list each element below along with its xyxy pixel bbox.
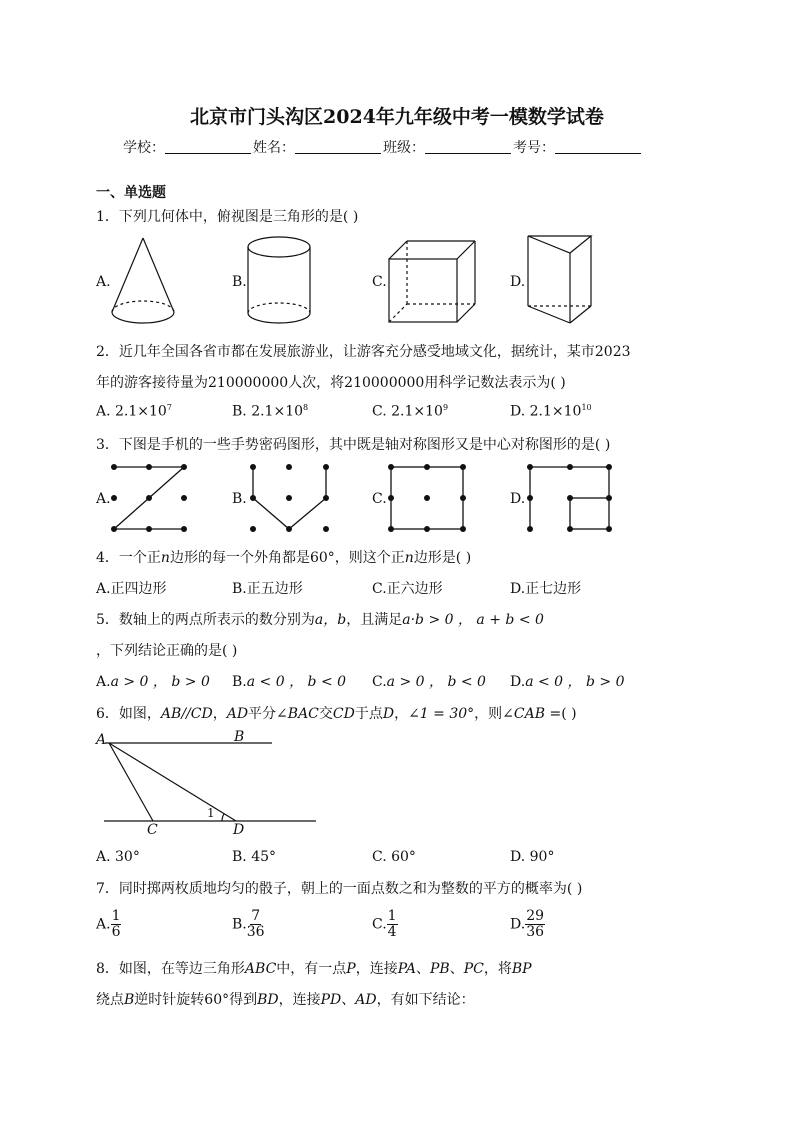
- option-label: D.: [510, 403, 526, 420]
- option-expr: a < 0 ， b > 0: [525, 674, 625, 690]
- fraction: [387, 909, 398, 940]
- q8-text: 、: [341, 992, 356, 1008]
- numerator: 1: [111, 908, 121, 924]
- option-exponent: 7: [166, 403, 172, 412]
- q3-option-d[interactable]: D.: [510, 491, 526, 507]
- q8-text: 中，有一点: [276, 961, 347, 977]
- option-label: D.: [510, 674, 526, 690]
- q8-math: PB: [429, 961, 450, 977]
- option-label: B.: [232, 916, 247, 933]
- q6-option-d[interactable]: D. 90°: [510, 849, 555, 865]
- denominator: 4: [387, 924, 397, 940]
- q6-text: ，: [394, 706, 409, 722]
- q1-stem: 1．下列几何体中，俯视图是三角形的是( ): [96, 209, 359, 225]
- q8-text: ，将: [483, 961, 512, 977]
- option-label: C.: [372, 403, 387, 420]
- section-heading: 一、单选题: [96, 185, 166, 201]
- q6-angle-label: 1: [207, 806, 215, 820]
- option-label: A.: [96, 674, 111, 690]
- q1-option-d[interactable]: D.: [510, 274, 526, 290]
- q6-text: ，则: [474, 706, 503, 722]
- q6-math: D: [382, 706, 395, 722]
- q6-text: 平分: [248, 706, 277, 722]
- option-label: A.: [96, 916, 111, 933]
- q6-point-b: B: [234, 729, 245, 745]
- fraction: [111, 909, 122, 940]
- q8-math: PC: [463, 961, 484, 977]
- q5-vars: a，b: [314, 612, 347, 628]
- q6-math: AD: [226, 706, 249, 722]
- fraction: [525, 909, 545, 940]
- denominator: 6: [111, 924, 121, 940]
- numerator: 1: [387, 908, 397, 924]
- option-exponent: 8: [303, 403, 309, 412]
- q4-text: 4．一个正: [96, 550, 161, 566]
- q3-option-c[interactable]: C.: [372, 491, 387, 507]
- q6-math: ∠CAB =: [502, 706, 562, 722]
- q6-math: ∠BAC: [276, 706, 319, 722]
- q6-text: 于点: [354, 706, 383, 722]
- q8-math: ABC: [244, 961, 277, 977]
- q5-text: 5．数轴上的两点所表示的数分别为: [96, 612, 315, 628]
- q4-option-d[interactable]: D.正七边形: [510, 581, 582, 597]
- denominator: 36: [246, 924, 265, 940]
- q6-point-c: C: [147, 822, 158, 838]
- q6-point-a: A: [96, 732, 107, 748]
- q8-text: 绕点: [96, 992, 124, 1008]
- option-base: 2.1×10: [391, 403, 443, 420]
- school-label: 学校：: [123, 140, 165, 156]
- option-base: 2.1×10: [115, 403, 167, 420]
- q1-option-b[interactable]: B.: [232, 274, 247, 290]
- q6-math: CD: [332, 706, 355, 722]
- option-label: C.: [372, 916, 387, 933]
- q5-condition: a·b > 0 ， a + b < 0: [402, 612, 544, 628]
- q3-option-a[interactable]: A.: [96, 491, 111, 507]
- q7-option-c[interactable]: [372, 909, 398, 940]
- numerator: 7: [251, 908, 261, 924]
- option-label: D.: [510, 916, 526, 933]
- option-base: 2.1×10: [529, 403, 582, 420]
- option-label: C.: [372, 674, 387, 690]
- q7-option-b[interactable]: [232, 909, 265, 940]
- option-exponent: 9: [442, 403, 449, 412]
- q8-math: BD: [257, 992, 279, 1008]
- option-expr: a > 0 ， b > 0: [110, 674, 210, 690]
- q6-text: ( ): [561, 706, 577, 722]
- q8-math: PA: [397, 961, 416, 977]
- q6-math: ∠1 = 30°: [408, 706, 475, 722]
- q3-option-b[interactable]: B.: [232, 491, 247, 507]
- q8-text: ，连接: [355, 961, 398, 977]
- q8-math: P: [346, 961, 356, 977]
- denominator: 36: [526, 924, 545, 940]
- q7-option-d[interactable]: [510, 909, 545, 940]
- q6-option-a[interactable]: A. 30°: [96, 849, 140, 865]
- q2-stem-line2: 年的游客接待量为210000000人次，将210000000用科学记数法表示为( ): [96, 375, 566, 391]
- q6-text: 6．如图，: [96, 706, 161, 722]
- option-label: B.: [232, 674, 247, 690]
- q1-option-a[interactable]: A.: [96, 274, 111, 290]
- q5-stem-line2: ，下列结论正确的是( ): [96, 643, 238, 659]
- q4-var: n: [160, 550, 170, 566]
- fraction: [247, 909, 265, 940]
- q5-text: ，且满足: [346, 612, 403, 628]
- q6-text: ，: [212, 706, 227, 722]
- q8-math: BP: [511, 961, 532, 977]
- q8-math: B: [124, 992, 135, 1008]
- option-expr: a < 0 ， b < 0: [246, 674, 347, 690]
- name-label: 姓名：: [253, 140, 295, 156]
- q3-stem: 3．下图是手机的一些手势密码图形，其中既是轴对称图形又是中心对称图形的是( ): [96, 437, 611, 453]
- q7-option-a[interactable]: [96, 909, 121, 940]
- q4-option-a[interactable]: A.正四边形: [96, 581, 167, 597]
- q6-option-b[interactable]: B. 45°: [232, 849, 277, 865]
- numerator: 29: [526, 908, 545, 924]
- q8-text: 逆时针旋转60°得到: [134, 992, 258, 1008]
- q4-option-b[interactable]: B.正五边形: [232, 581, 303, 597]
- q6-text: 交: [318, 706, 333, 722]
- option-base: 2.1×10: [251, 403, 304, 420]
- option-expr: a > 0 ， b < 0: [386, 674, 486, 690]
- q6-point-d: D: [233, 822, 245, 838]
- option-label: B.: [232, 403, 247, 420]
- q6-option-c[interactable]: C. 60°: [372, 849, 416, 865]
- q8-text: ，有如下结论：: [376, 992, 475, 1008]
- option-exponent: 10: [581, 403, 592, 412]
- q4-var: n: [404, 550, 414, 566]
- q8-text: 8．如图，在等边三角形: [96, 961, 245, 977]
- q8-math: AD: [355, 992, 377, 1008]
- q4-text: 边形的每一个外角都是60°，则这个正: [169, 550, 405, 566]
- q8-math: PD: [320, 992, 342, 1008]
- page-title: 北京市门头沟区2024年九年级中考一模数学试卷: [190, 106, 604, 128]
- q7-stem: 7．同时掷两枚质地均匀的骰子，朝上的一面点数之和为整数的平方的概率为( ): [96, 881, 583, 897]
- q8-stem-line2: [96, 989, 475, 1009]
- q8-stem-line1: [96, 958, 532, 978]
- q6-math: AB//CD: [160, 706, 213, 722]
- class-label: 班级：: [383, 140, 425, 156]
- q8-text: ，连接: [278, 992, 321, 1008]
- q4-text: 边形是( ): [413, 550, 472, 566]
- option-label: A.: [96, 403, 111, 420]
- exam-number-label: 考号：: [513, 140, 555, 156]
- q1-option-c[interactable]: C.: [372, 274, 387, 290]
- q8-text: 、: [415, 961, 430, 977]
- q4-option-c[interactable]: C.正六边形: [372, 581, 443, 597]
- q8-text: 、: [449, 961, 464, 977]
- q2-stem-line1: 2．近几年全国各省市都在发展旅游业，让游客充分感受地域文化，据统计，某市2023: [96, 344, 631, 360]
